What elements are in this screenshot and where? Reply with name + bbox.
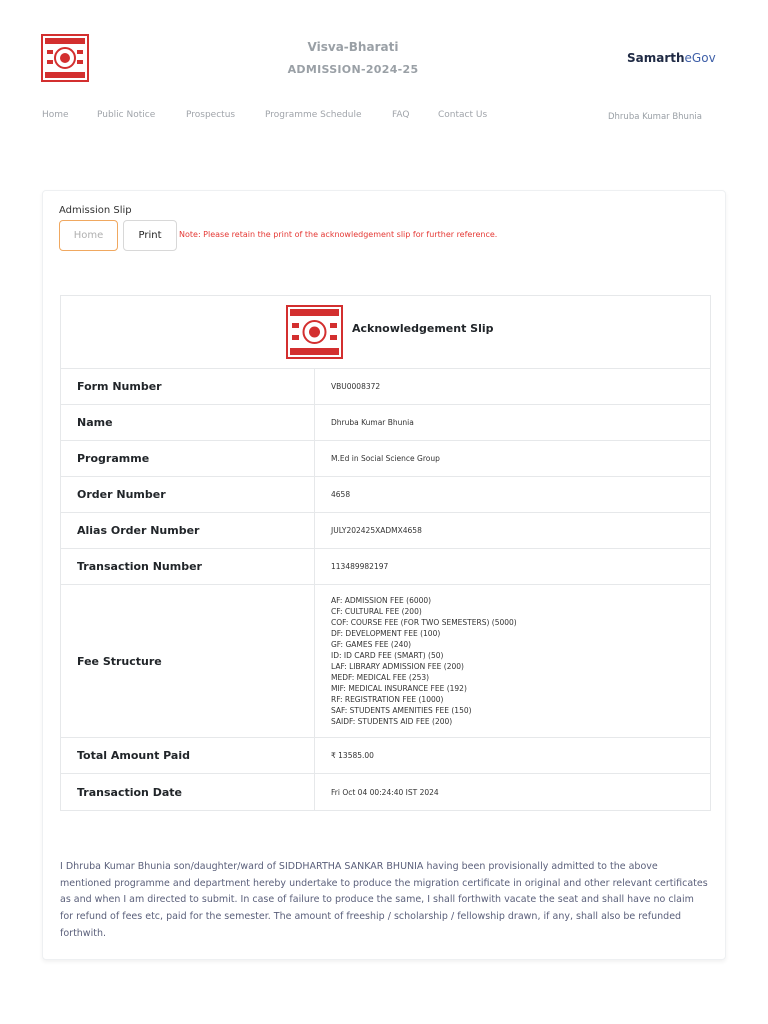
list-item: MEDF: MEDICAL FEE (253) xyxy=(331,673,430,682)
site-title: Visva-Bharati xyxy=(307,40,399,54)
name-value: Dhruba Kumar Bhunia xyxy=(331,418,414,427)
list-item: GF: GAMES FEE (240) xyxy=(331,640,412,649)
home-button[interactable]: Home xyxy=(59,220,118,251)
row-label: Name xyxy=(61,405,315,440)
table-row xyxy=(61,549,710,585)
table-row xyxy=(61,738,710,774)
declaration-text: I Dhruba Kumar Bhunia son/daughter/ward of SIDDHARTHA SANKAR BHUNIA having been provisionally admitted to the above mentioned programme and department hereby undertake to produce the migration certificate in original and other relevant certificates as and when I am directed to submit. In case of failure to produce the same, I shall forthwith vacate the seat and shall have no claim for refund of fees etc, paid for the semester. The amount of freeship / scholarship / fellowship drawn, if any, shall also be refunded forthwith. xyxy=(60,861,708,939)
transaction-date-value: Fri Oct 04 00:24:40 IST 2024 xyxy=(331,787,439,797)
visva-bharati-emblem-icon xyxy=(286,305,343,359)
card-title: Admission Slip xyxy=(59,205,132,216)
site-subtitle: ADMISSION-2024-25 xyxy=(287,63,419,76)
fee-structure-value xyxy=(315,585,710,737)
list-item: DF: DEVELOPMENT FEE (100) xyxy=(331,629,441,638)
row-label: Programme xyxy=(61,441,315,476)
admission-slip-card xyxy=(42,190,726,960)
fee-list xyxy=(331,585,517,737)
slip-title: Acknowledgement Slip xyxy=(352,322,494,335)
order-number-value: 4658 xyxy=(331,490,351,499)
list-item: SAIDF: STUDENTS AID FEE (200) xyxy=(331,717,453,726)
brand-secondary: eGov xyxy=(684,51,716,65)
row-label: Order Number xyxy=(61,477,315,512)
nav-public-notice[interactable]: Public Notice xyxy=(97,110,156,120)
transaction-number-value: 113489982197 xyxy=(331,562,389,571)
nav-prospectus[interactable]: Prospectus xyxy=(186,110,236,120)
print-button[interactable]: Print xyxy=(123,220,177,251)
table-row xyxy=(61,585,710,738)
list-item: COF: COURSE FEE (FOR TWO SEMESTERS) (5000) xyxy=(331,618,517,627)
row-label: Transaction Number xyxy=(61,549,315,584)
table-row xyxy=(61,513,710,549)
list-item: SAF: STUDENTS AMENITIES FEE (150) xyxy=(331,706,472,715)
nav-contact-us[interactable]: Contact Us xyxy=(438,110,488,120)
nav-home[interactable]: Home xyxy=(42,110,69,120)
row-label: Form Number xyxy=(61,369,315,404)
table-row xyxy=(61,774,710,810)
list-item: CF: CULTURAL FEE (200) xyxy=(331,607,422,616)
nav-faq[interactable]: FAQ xyxy=(392,110,410,120)
brand-primary: Samarth xyxy=(627,51,685,65)
form-number-value: VBU0008372 xyxy=(331,382,381,391)
alias-order-number-value: JULY202425XADMX4658 xyxy=(331,526,422,535)
samarth-egov-brand[interactable] xyxy=(627,51,716,65)
table-row xyxy=(61,477,710,513)
table-row xyxy=(61,405,710,441)
visva-bharati-emblem-icon xyxy=(41,34,89,82)
list-item: RF: REGISTRATION FEE (1000) xyxy=(331,695,444,704)
slip-header xyxy=(61,296,710,369)
row-label: Transaction Date xyxy=(61,774,315,810)
programme-value: M.Ed in Social Science Group xyxy=(331,454,440,463)
table-row xyxy=(61,441,710,477)
row-label: Total Amount Paid xyxy=(61,738,315,773)
row-label: Alias Order Number xyxy=(61,513,315,548)
row-label: Fee Structure xyxy=(61,585,315,737)
table-row xyxy=(61,369,710,405)
user-name-menu[interactable]: Dhruba Kumar Bhunia xyxy=(608,112,702,122)
list-item: ID: ID CARD FEE (SMART) (50) xyxy=(331,651,444,660)
list-item: LAF: LIBRARY ADMISSION FEE (200) xyxy=(331,662,464,671)
list-item: AF: ADMISSION FEE (6000) xyxy=(331,596,432,605)
total-amount-value: ₹ 13585.00 xyxy=(331,751,374,760)
nav-programme-schedule[interactable]: Programme Schedule xyxy=(265,110,362,120)
list-item: MIF: MEDICAL INSURANCE FEE (192) xyxy=(331,684,467,693)
retain-print-note: Note: Please retain the print of the acknowledgement slip for further reference. xyxy=(179,230,498,239)
acknowledgement-slip-table xyxy=(60,295,711,811)
